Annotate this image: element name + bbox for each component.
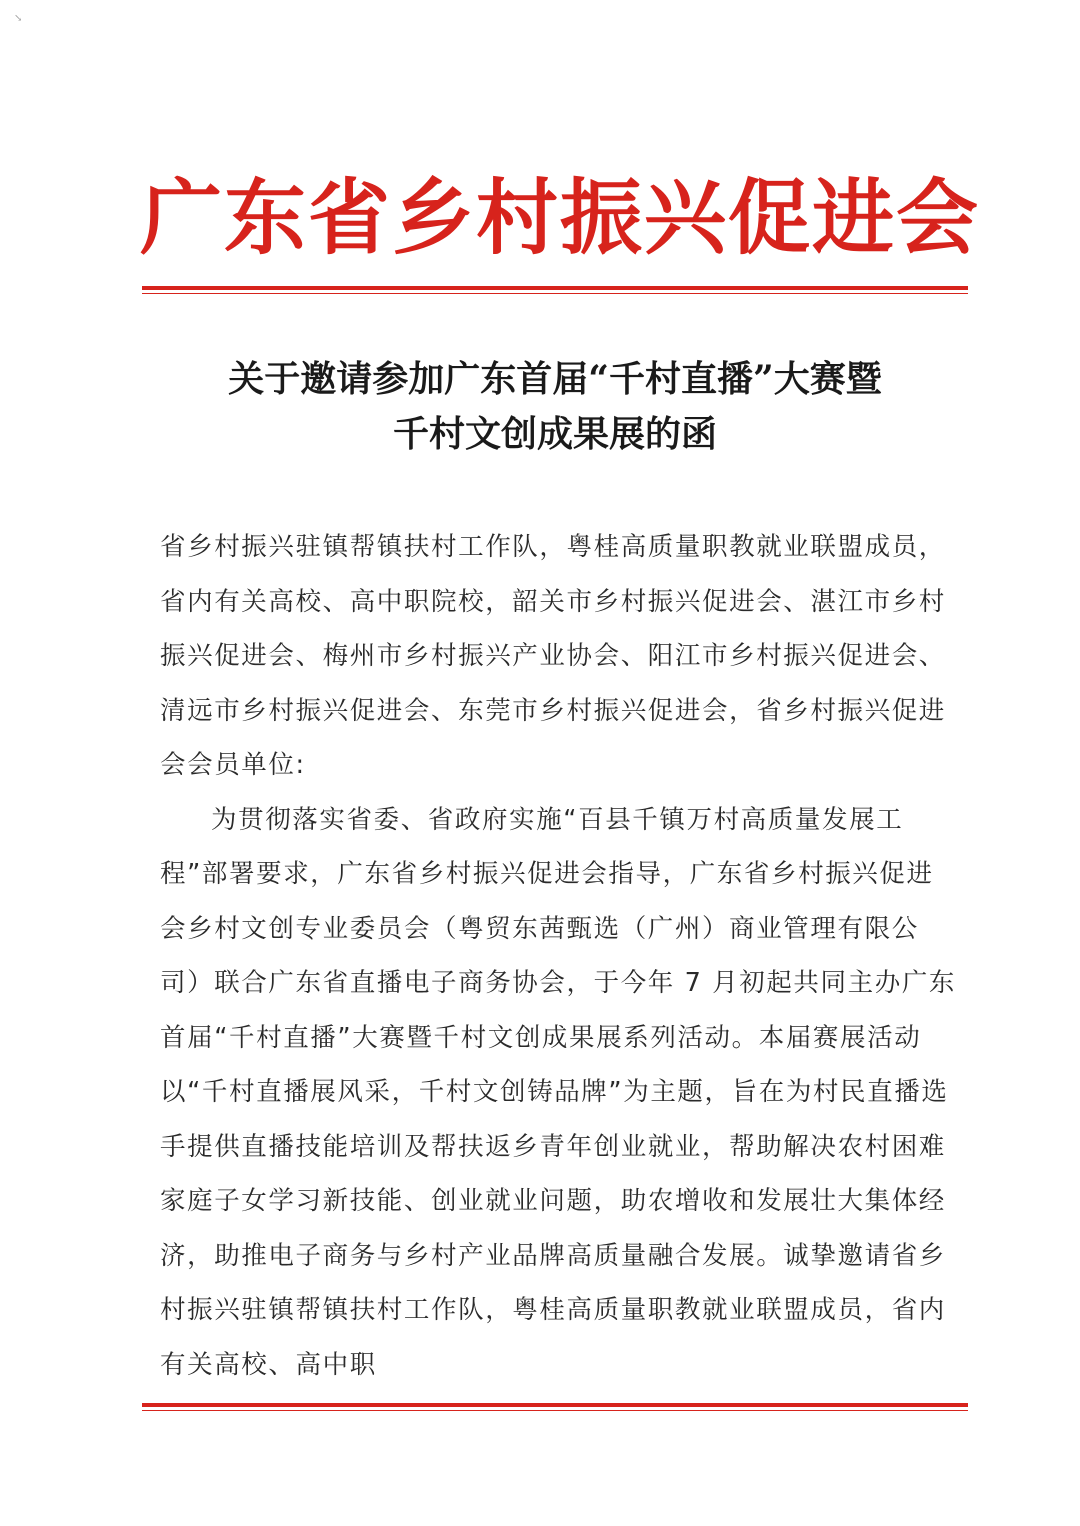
body-paragraph: 为贯彻落实省委、省政府实施“百县千镇万村高质量发展工程”部署要求，广东省乡村振兴促进会指导，广东省乡村振兴促进会乡村文创专业委员会（粤贸东茜甄选（广州）商业管理有限公司）联合广东省直播电子商务协会，于今年 7 月初起共同主办广东首届“千村直播”大赛暨千村文创成果展系列活动。本届赛展活动以“千村直播展风采，千村文创铸品牌”为主题，旨在为村民直播选手提供直播技能培训及帮扶返乡青年创业就业，帮助解决农村困难家庭子女学习新技能、创业就业问题，助农增收和发展壮大集体经济，助推电子商务与乡村产业品牌高质量融合发展。诚挚邀请省乡村振兴驻镇帮镇扶村工作队，粤桂高质量职教就业联盟成员，省内有关高校、高中职: [160, 804, 957, 1380]
document-title-line-1: 关于邀请参加广东首届“千村直播”大赛暨: [228, 358, 882, 400]
footer-divider-thin-line: [142, 1410, 968, 1411]
divider-thin-line: [142, 293, 968, 294]
document-title-line-2: 千村文创成果展的函: [392, 413, 717, 455]
corner-mark-icon: ↘: [14, 13, 23, 24]
footer-divider-thick-line: [142, 1403, 968, 1407]
footer-divider: [142, 1403, 968, 1411]
letterhead-divider: [142, 286, 968, 294]
document-body: [160, 520, 960, 1392]
letterhead-org-name: 广东省乡村振兴促进会: [140, 170, 981, 266]
document-title: [150, 352, 960, 462]
salutation-paragraph: 省乡村振兴驻镇帮镇扶村工作队，粤桂高质量职教就业联盟成员，省内有关高校、高中职院校，韶关市乡村振兴促进会、湛江市乡村振兴促进会、梅州市乡村振兴产业协会、阳江市乡村振兴促进会、清远市乡村振兴促进会、东莞市乡村振兴促进会，省乡村振兴促进会会员单位:: [160, 532, 946, 780]
divider-thick-line: [142, 286, 968, 290]
